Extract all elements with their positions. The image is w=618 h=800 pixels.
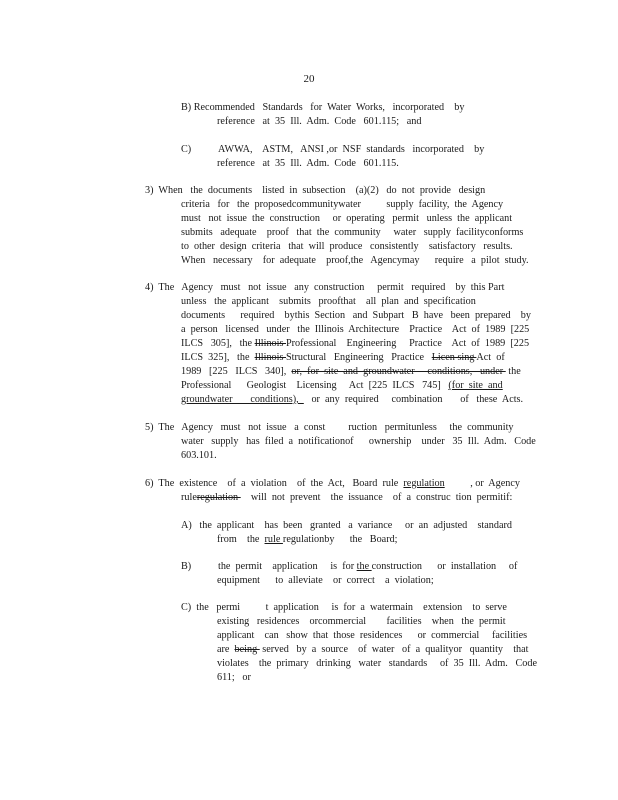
paragraph-6b-line — [181, 560, 521, 574]
paragraph-6c-line: violates the primary drinking water standards of 35 Ill. Adm. Code — [217, 658, 538, 669]
text: are — [217, 644, 235, 655]
paragraph-4-line: documents required bythis Section and Subpart B have been prepared by — [181, 310, 531, 321]
paragraph-6-c — [181, 601, 538, 685]
paragraph-3-line: 3) When the documents listed in subsection (a)(2) do not provide design — [145, 185, 486, 196]
paragraph-6a-line — [181, 533, 521, 547]
text: the — [505, 366, 521, 377]
underlined-text: rule — [264, 534, 283, 545]
paragraph-6c-line: applicant can show that those residences or commercial facilities — [217, 630, 528, 641]
text: from the — [217, 534, 265, 545]
paragraph-3-line: When necessary for adequate proof,the Agencymay require a pilot study. — [181, 255, 529, 266]
item-c-awwa — [181, 143, 501, 171]
paragraph-6-b — [181, 560, 521, 588]
item-c-line-2: reference at 35 Ill. Adm. Code 601.115. — [217, 158, 399, 169]
item-b-line-2: reference at 35 Ill. Adm. Code 601.115; and — [217, 116, 422, 127]
paragraph-6c-line — [181, 643, 529, 657]
paragraph-3-line: criteria for the proposedcommunitywater supply facility, the Agency — [181, 199, 504, 210]
paragraph-6a-line: A) the applicant has been granted a variance or an adjusted standard — [181, 520, 512, 531]
text: Professional Geologist Licensing Act [225 ILCS 745] — [181, 380, 449, 391]
paragraph-4-line — [145, 337, 535, 351]
text: ILCS 305], the — [181, 338, 255, 349]
text: Structural Engineering Practice — [286, 352, 432, 363]
underlined-text: the — [356, 561, 372, 572]
text: served by a source of water of a qualityor quantity that — [259, 644, 529, 655]
paragraph-3-line: must not issue the construction or operating permit unless the applicant — [181, 213, 513, 224]
struck-text: Licen sing — [431, 352, 477, 363]
text: ILCS 325], the — [181, 352, 255, 363]
paragraph-4-line — [145, 393, 535, 407]
underlined-text: groundwater conditions), — [181, 394, 304, 405]
text: construction or installation of — [371, 561, 518, 572]
item-c-line-1: AWWA, ASTM, ANSI ,or NSF standards incorporated by — [218, 144, 485, 155]
paragraph-3 — [145, 184, 535, 268]
paragraph-6c-line: C) the permi t application is for a watermain extension to serve — [181, 602, 507, 613]
paragraph-4-line — [145, 379, 535, 393]
paragraph-4-line: a person licensed under the Illinois Architecture Practice Act of 1989 [225 — [181, 324, 530, 335]
paragraph-6c-line: 611; or — [217, 672, 251, 683]
text: will not prevent the issuance of a construc tion permitif: — [240, 492, 513, 503]
item-b-line-1: B) Recommended Standards for Water Works, incorporated by — [181, 102, 465, 113]
text: 6) The existence of a violation of the Act, Board rule — [145, 478, 404, 489]
struck-text: Illinois — [254, 352, 286, 363]
text: regulationby the Board; — [282, 534, 398, 545]
paragraph-4-line — [145, 351, 535, 365]
paragraph-5-line: water supply has filed a notificationof ownership under 35 Ill. Adm. Code — [181, 436, 536, 447]
paragraph-5-line: 603.101. — [181, 450, 217, 461]
struck-text: being — [234, 644, 260, 655]
text: , or Agency — [444, 478, 520, 489]
page-number: 20 — [303, 73, 315, 85]
text: rule — [181, 492, 197, 503]
item-b-recommended-standards — [181, 101, 485, 129]
paragraph-4-line — [145, 365, 535, 379]
paragraph-4 — [145, 281, 535, 407]
text: or any required combination of these Acts. — [303, 394, 524, 405]
text: the permit application is for — [218, 561, 357, 572]
text: Act of — [476, 352, 505, 363]
paragraph-3-line: to other design criteria that will produce consistently satisfactory results. — [181, 241, 513, 252]
underlined-text: regulation — [403, 478, 445, 489]
paragraph-6-line — [145, 477, 535, 491]
struck-text: or, for site and groundwater conditions, under — [291, 366, 506, 377]
underlined-text: (for site and — [448, 380, 503, 391]
paragraph-6-line — [145, 491, 535, 505]
paragraph-6-a — [181, 519, 521, 547]
paragraph-4-line: unless the applicant submits proofthat all plan and specification — [181, 296, 476, 307]
paragraph-4-line: 4) The Agency must not issue any construction permit required by this Part — [145, 282, 505, 293]
paragraph-6c-line: existing residences orcommercial facilities when the permit — [217, 616, 506, 627]
paragraph-6b-line: equipment to alleviate or correct a violation; — [217, 575, 434, 586]
paragraph-5 — [145, 421, 535, 463]
struck-text: regulation — [196, 492, 241, 503]
text: Professional Engineering Practice Act of 1989 [225 — [286, 338, 530, 349]
text: 1989 [225 ILCS 340], — [181, 366, 292, 377]
paragraph-5-line: 5) The Agency must not issue a const ruction permitunless the community — [145, 422, 514, 433]
paragraph-6b-label: B) — [181, 561, 192, 572]
item-c-label: C) — [181, 144, 192, 155]
struck-text: Illinois — [254, 338, 286, 349]
paragraph-6 — [145, 477, 535, 505]
paragraph-3-line: submits adequate proof that the community water supply facilityconforms — [181, 227, 524, 238]
